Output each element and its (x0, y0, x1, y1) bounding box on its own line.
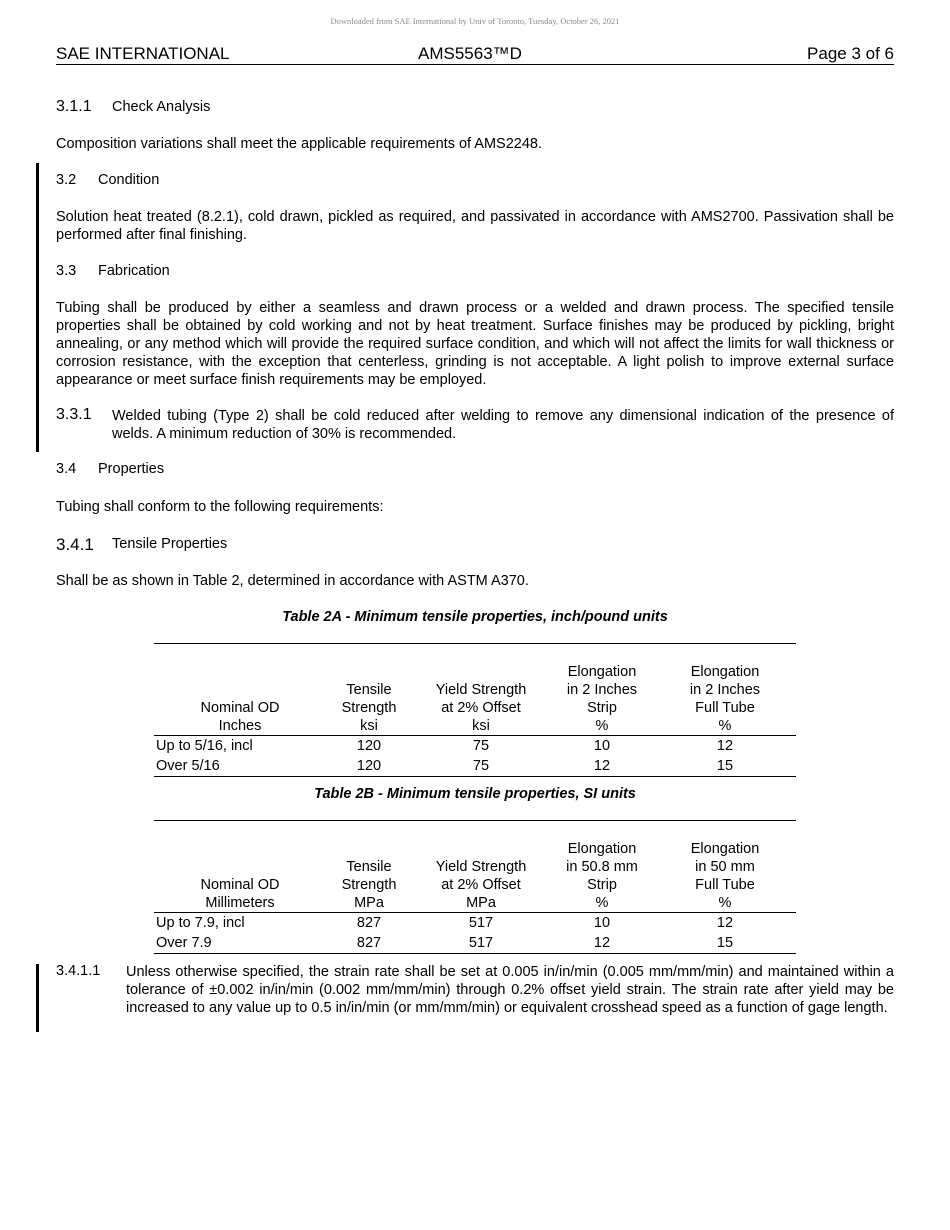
table-cell: 517 (412, 933, 550, 954)
header-document-number: AMS5563™D (418, 44, 522, 63)
table-row (154, 736, 796, 757)
header-organization: SAE INTERNATIONAL (56, 44, 230, 63)
page-header (56, 44, 894, 65)
section-number: 3.3.1 (56, 406, 92, 423)
table-cell: Over 7.9 (154, 933, 326, 954)
section-title: Fabrication (98, 263, 170, 279)
download-watermark: Downloaded from SAE International by Univ of Toronto, Tuesday, October 26, 2021 (330, 16, 620, 26)
table-cell: 15 (654, 933, 796, 954)
column-header: Yield Strength at 2% Offset ksi (412, 644, 550, 736)
section-number: 3.4.1.1 (56, 963, 101, 979)
table-cell: 75 (472, 738, 490, 754)
section-number: 3.4.1 (56, 535, 94, 554)
table-cell: 827 (326, 933, 412, 954)
table-cell: Over 5/16 (154, 756, 326, 777)
revision-change-bar (36, 964, 39, 1032)
column-header: Yield Strength at 2% Offset MPa (412, 821, 550, 913)
section-title: Tensile Properties (112, 536, 228, 552)
table-cell: 10 (593, 915, 611, 931)
paragraph: Welded tubing (Type 2) shall be cold reduced after welding to remove any dimensional indication of the presence of welds. A minimum reduction of 30% is recommended. (112, 408, 894, 442)
table-row (154, 913, 796, 934)
table-cell: 12 (550, 933, 654, 954)
table-cell: 10 (593, 738, 611, 754)
table-caption: Table 2A - Minimum tensile properties, inch/pound units (282, 609, 668, 625)
paragraph: Tubing shall conform to the following requirements: (56, 499, 384, 515)
column-header: Elongation in 2 Inches Full Tube % (654, 644, 796, 736)
table-cell: 120 (356, 738, 382, 754)
table-caption: Table 2B - Minimum tensile properties, SI units (314, 786, 636, 802)
section-number: 3.1.1 (56, 98, 92, 115)
column-header: Elongation in 50 mm Full Tube % (654, 821, 796, 913)
tensile-table-inch-pound (154, 643, 796, 777)
column-header: Tensile Strength MPa (326, 821, 412, 913)
paragraph: Solution heat treated (8.2.1), cold drawn, pickled as required, and passivated in accordance with AMS2700. Passivation shall be performed after final finishing. (56, 209, 894, 243)
table-cell: 517 (468, 915, 494, 931)
table-cell: 827 (356, 915, 382, 931)
paragraph: Tubing shall be produced by either a seamless and drawn process or a welded and drawn process. The specified tensile properties shall be obtained by cold working and not by heat treatment. Surface finishes may be produced by pickling, bright annealing, or any method which will provide the required surface condition, and which will not affect the limits for wall thickness or corrosion resistance, with the exception that centerless, grinding is not acceptable. A light polish to improve external surface appearance or meet surface finish requirements may be employed. (56, 300, 894, 388)
column-header: Nominal OD Millimeters (154, 821, 326, 913)
paragraph: Unless otherwise specified, the strain rate shall be set at 0.005 in/in/min (0.005 mm/mm/min) and maintained within a tolerance of ±0.002 in/in/min (0.002 mm/mm/min) through 0.2% offset yield strain. The strain rate after yield may be increased to any value up to 0.5 in/in/min (or mm/mm/min) or equivalent crosshead speed as a function of gage length. (126, 964, 894, 1016)
table-cell: 12 (716, 915, 734, 931)
section-number: 3.4 (56, 461, 77, 477)
column-header: Nominal OD Inches (154, 644, 326, 736)
header-page-number: Page 3 of 6 (807, 44, 894, 63)
table-cell: 12 (550, 756, 654, 777)
column-header: Elongation in 50.8 mm Strip % (550, 821, 654, 913)
section-title: Condition (98, 172, 160, 188)
table-cell: 75 (412, 756, 550, 777)
table-cell: 12 (716, 738, 734, 754)
section-number: 3.2 (56, 172, 77, 188)
table-cell: Up to 5/16, incl (156, 738, 253, 754)
section-title: Check Analysis (112, 99, 211, 115)
table-row (154, 756, 796, 777)
column-header: Tensile Strength ksi (326, 644, 412, 736)
revision-change-bar (36, 163, 39, 452)
section-title: Properties (98, 461, 165, 477)
table-cell: 120 (326, 756, 412, 777)
tensile-table-si (154, 820, 796, 954)
table-row (154, 933, 796, 954)
table-cell: Up to 7.9, incl (156, 915, 245, 931)
column-header: Elongation in 2 Inches Strip % (550, 644, 654, 736)
paragraph: Shall be as shown in Table 2, determined in accordance with ASTM A370. (56, 573, 529, 589)
paragraph: Composition variations shall meet the applicable requirements of AMS2248. (56, 136, 543, 152)
table-cell: 15 (654, 756, 796, 777)
section-number: 3.3 (56, 263, 77, 279)
